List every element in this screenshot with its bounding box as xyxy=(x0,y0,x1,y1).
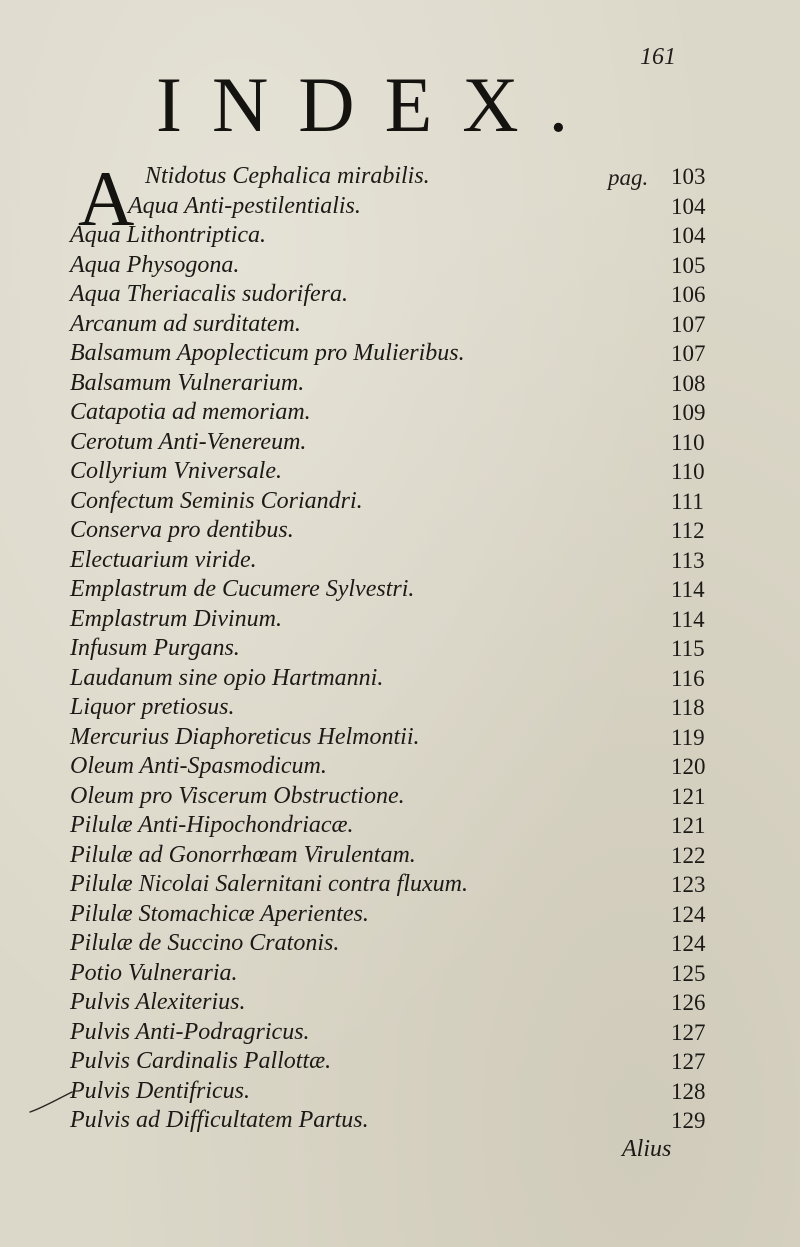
index-entry xyxy=(0,723,800,753)
entry-name: Electuarium viride. xyxy=(70,546,257,573)
pag-label: pag. xyxy=(608,165,649,190)
entry-page: 119 xyxy=(671,724,705,750)
entry-name: Catapotia ad memoriam. xyxy=(70,399,311,425)
entry-page: 116 xyxy=(671,665,705,691)
entry-page: 105 xyxy=(671,252,706,278)
entry-name: Mercurius Diaphoreticus Helmontii. xyxy=(70,723,420,750)
entry-page: 124 xyxy=(671,901,706,927)
index-entry xyxy=(0,457,800,487)
entry-name: Aqua Physogona. xyxy=(70,251,240,278)
index-entry xyxy=(0,251,800,281)
entry-name: Conserva pro dentibus. xyxy=(70,517,294,543)
entry-name: Aqua Theriacalis sudorifera. xyxy=(70,281,349,307)
index-entry xyxy=(0,280,800,310)
index-entry xyxy=(0,221,800,251)
entry-name: Emplastrum de Cucumere Sylvestri. xyxy=(70,576,415,602)
entry-name: Pilulæ Stomachicæ Aperientes. xyxy=(70,900,369,927)
index-entry xyxy=(0,900,800,930)
entry-page: 108 xyxy=(671,370,706,396)
entry-page: 126 xyxy=(671,990,706,1015)
entry-name: Infusum Purgans. xyxy=(70,635,240,661)
index-entry xyxy=(0,1106,800,1136)
entry-page: 123 xyxy=(671,872,706,897)
entry-page: 103 xyxy=(671,164,706,189)
entry-name: Balsamum Vulnerarium. xyxy=(70,369,305,396)
entry-page: 110 xyxy=(671,459,705,484)
entry-page: 113 xyxy=(671,547,705,573)
entry-page: 110 xyxy=(671,429,705,455)
index-entry xyxy=(0,693,800,723)
entry-name: Pulvis Anti-Podragricus. xyxy=(70,1018,310,1045)
entry-name: Ntidotus Cephalica mirabilis. xyxy=(145,163,430,189)
index-entry xyxy=(0,1047,800,1077)
entry-page: 121 xyxy=(671,813,706,838)
index-entry xyxy=(0,516,800,546)
index-entry xyxy=(0,487,800,517)
index-entry xyxy=(0,192,800,222)
index-entry xyxy=(0,664,800,694)
index-entry xyxy=(0,1018,800,1048)
index-entry xyxy=(0,369,800,399)
index-entry xyxy=(0,634,800,664)
entry-page: 120 xyxy=(671,754,706,779)
page-number: 161 xyxy=(640,44,676,70)
entry-name: Pulvis ad Difficultatem Partus. xyxy=(70,1107,369,1133)
entry-page: 128 xyxy=(671,1078,706,1104)
pen-mark-icon xyxy=(28,1086,88,1116)
index-entry xyxy=(0,162,800,192)
entry-name: Collyrium Vniversale. xyxy=(70,458,282,484)
entry-name: Potio Vulneraria. xyxy=(70,959,238,986)
entry-name: Aqua Anti-pestilentialis. xyxy=(128,192,361,219)
entry-name: Pilulæ ad Gonorrhœam Virulentam. xyxy=(70,841,416,868)
index-entry xyxy=(0,929,800,959)
entry-page: 121 xyxy=(671,783,706,809)
entry-name: Oleum pro Viscerum Obstructione. xyxy=(70,782,405,809)
entry-name: Pilulæ de Succino Cratonis. xyxy=(70,930,340,956)
entry-page: 104 xyxy=(671,193,706,219)
catchword: Alius xyxy=(622,1136,672,1162)
index-entry xyxy=(0,1077,800,1107)
entry-name: Balsamum Apoplecticum pro Mulieribus. xyxy=(70,340,465,366)
entry-page: 125 xyxy=(671,960,706,986)
index-entry xyxy=(0,782,800,812)
entry-page: 106 xyxy=(671,282,706,307)
entry-name: Liquor pretiosus. xyxy=(70,694,235,720)
entry-name: Pulvis Alexiterius. xyxy=(70,989,246,1015)
index-entry xyxy=(0,988,800,1018)
index-entry xyxy=(0,575,800,605)
entry-page: 124 xyxy=(671,931,706,956)
index-entry xyxy=(0,811,800,841)
index-list xyxy=(0,155,800,1136)
entry-page: 118 xyxy=(671,695,705,720)
index-entry xyxy=(0,398,800,428)
entry-page: 107 xyxy=(671,341,706,366)
index-entry xyxy=(0,428,800,458)
entry-name: Pilulæ Nicolai Salernitani contra fluxum. xyxy=(70,871,468,897)
entry-name: Confectum Seminis Coriandri. xyxy=(70,487,363,514)
entry-page: 127 xyxy=(671,1049,706,1074)
index-entry xyxy=(0,752,800,782)
entry-page: 111 xyxy=(671,488,704,514)
entry-name: Pulvis Cardinalis Pallottæ. xyxy=(70,1048,332,1074)
entry-name: Laudanum sine opio Hartmanni. xyxy=(70,664,384,691)
entry-page: 112 xyxy=(671,518,705,543)
index-entry xyxy=(0,546,800,576)
entry-name: Aqua Lithontriptica. xyxy=(70,222,267,248)
index-entry xyxy=(0,841,800,871)
entry-name: Cerotum Anti-Venereum. xyxy=(70,428,307,455)
entry-page: 114 xyxy=(671,606,705,632)
entry-name: Pilulæ Anti-Hipochondriacæ. xyxy=(70,812,354,838)
entry-page: 129 xyxy=(671,1108,706,1133)
index-entry xyxy=(0,310,800,340)
entry-page: 122 xyxy=(671,842,706,868)
entry-name: Pulvis Dentifricus. xyxy=(70,1077,250,1104)
entry-name: Emplastrum Divinum. xyxy=(70,605,282,632)
entry-name: Arcanum ad surditatem. xyxy=(70,310,301,337)
index-entry xyxy=(0,959,800,989)
entry-page: 127 xyxy=(671,1019,706,1045)
entry-page: 107 xyxy=(671,311,706,337)
entry-page: 109 xyxy=(671,400,706,425)
index-entry xyxy=(0,870,800,900)
entry-name: Oleum Anti-Spasmodicum. xyxy=(70,753,327,779)
drop-cap: A xyxy=(78,155,135,242)
index-entry xyxy=(0,339,800,369)
entry-page: 115 xyxy=(671,636,705,661)
index-entry xyxy=(0,605,800,635)
entry-page: 114 xyxy=(671,577,705,602)
entry-page: 104 xyxy=(671,223,706,248)
page-title: INDEX. xyxy=(156,61,599,148)
